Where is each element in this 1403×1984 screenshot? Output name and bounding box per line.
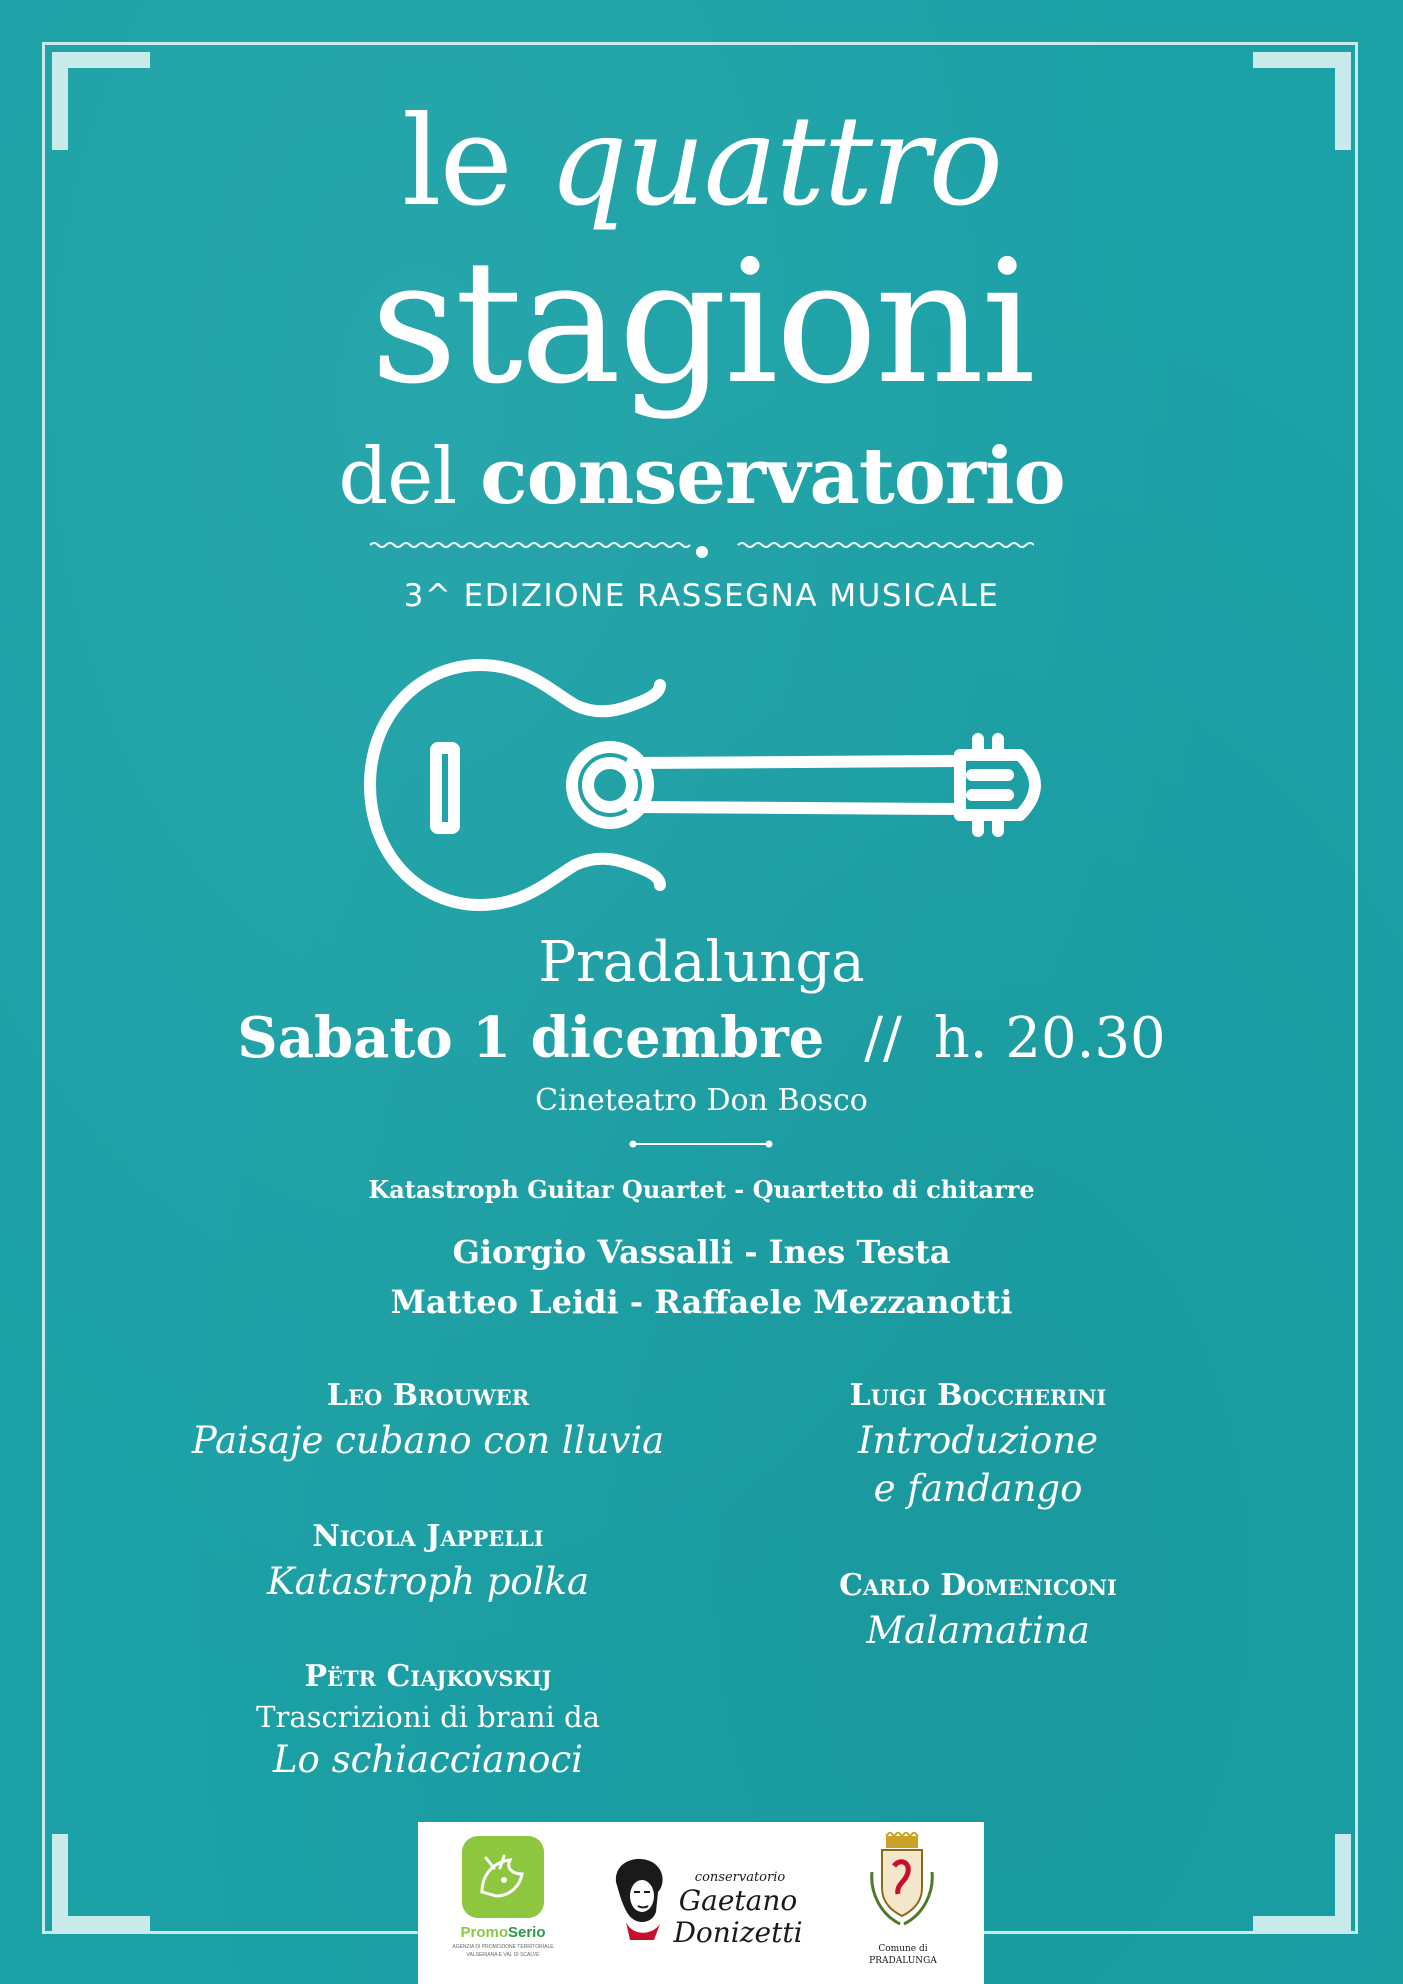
piece-title: Katastroph polka [267, 1560, 589, 1603]
dot-divider [628, 1138, 774, 1150]
piece-title: Paisaje cubano con lluvia [191, 1419, 665, 1462]
ensemble-members-1: Giorgio Vassalli - Ines Testa [452, 1233, 951, 1271]
program-item [170, 1656, 686, 1784]
corner-bottom-left [52, 1834, 150, 1932]
wave-divider [370, 530, 1034, 560]
promoserio-name-part2: Serio [508, 1924, 546, 1941]
piece-title: Introduzione [857, 1419, 1099, 1462]
title-line-3 [0, 431, 1403, 522]
sponsor-logos [418, 1822, 984, 1984]
title-line-1 [0, 90, 1403, 234]
piece-title: Malamatina [866, 1609, 1090, 1652]
piece-note: Trascrizioni di brani da [256, 1700, 600, 1734]
event-datetime [0, 1005, 1403, 1071]
program-item [170, 1516, 686, 1606]
title-conservatorio: conservatorio [480, 431, 1065, 522]
event-date: Sabato 1 dicembre [237, 1005, 825, 1071]
event-separator: // [864, 1006, 902, 1071]
conservatorio-name-1: Gaetano [678, 1884, 798, 1917]
title-quattro: quattro [548, 90, 1002, 234]
ensemble-members-2: Matteo Leidi - Raffaele Mezzanotti [390, 1283, 1013, 1321]
comune-coat-of-arms-icon [866, 1832, 938, 1932]
comune-line-2: PRADALUNGA [869, 1956, 937, 1966]
conservatorio-name-2: Donizetti [673, 1916, 803, 1949]
title-del: del [338, 432, 457, 522]
promoserio-tagline-1: AGENZIA DI PROMOZIONE TERRITORIALE [452, 1944, 554, 1950]
comune-line-1: Comune di [878, 1944, 928, 1954]
subtitle: 3^ EDIZIONE RASSEGNA MUSICALE [403, 578, 1000, 614]
ensemble-name: Katastroph Guitar Quartet - Quartetto di chitarre [368, 1175, 1035, 1204]
corner-bottom-right [1253, 1834, 1351, 1932]
title-line-2: stagioni [370, 224, 1033, 422]
donizetti-portrait-icon [606, 1852, 670, 1942]
title-le: le [401, 90, 511, 234]
composer-name: Carlo Domeniconi [839, 1568, 1117, 1603]
composer-name: Pëtr Ciajkovskij [304, 1659, 552, 1694]
guitar-icon [360, 655, 1060, 915]
program-item [760, 1375, 1196, 1513]
promoserio-name-part1: Promo [460, 1924, 508, 1941]
piece-title: Lo schiaccianoci [272, 1738, 584, 1781]
event-location: Pradalunga [538, 930, 865, 995]
piece-title: e fandango [873, 1467, 1083, 1510]
composer-name: Luigi Boccherini [849, 1378, 1107, 1413]
composer-name: Leo Brouwer [326, 1378, 530, 1413]
program-item [170, 1375, 686, 1465]
conservatorio-label: conservatorio [694, 1870, 786, 1885]
composer-name: Nicola Jappelli [312, 1519, 544, 1554]
program-item [760, 1565, 1196, 1655]
event-time: h. 20.30 [933, 1006, 1166, 1071]
promoserio-tagline-2: VALSERIANA E VAL DI SCALVE [466, 1952, 540, 1958]
promoserio-name [438, 1924, 568, 1941]
event-venue: Cineteatro Don Bosco [535, 1083, 868, 1118]
promoserio-logo [460, 1834, 546, 1920]
